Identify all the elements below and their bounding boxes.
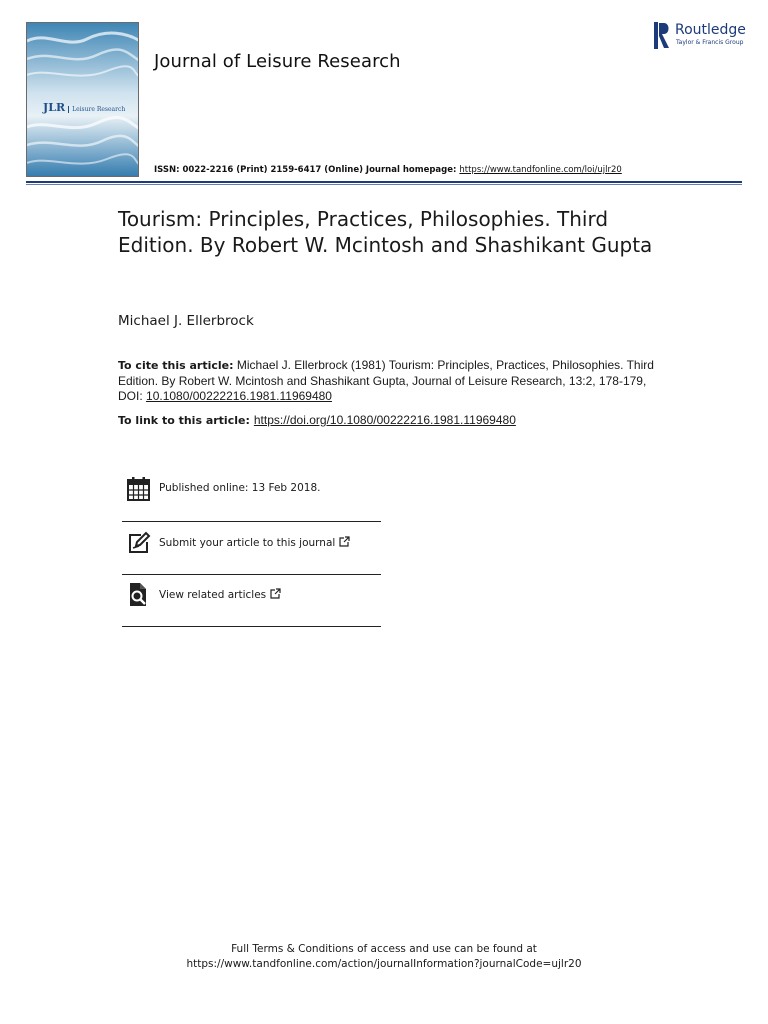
submit-article-label: Submit your article to this journal <box>159 537 336 549</box>
article-link-line <box>118 413 516 427</box>
submit-article-row[interactable] <box>122 530 381 570</box>
terms-footer <box>0 942 768 972</box>
routledge-logo-icon <box>654 22 671 49</box>
external-link-icon <box>339 536 350 547</box>
citation-block <box>118 358 658 405</box>
publisher-logo[interactable] <box>654 22 749 50</box>
external-link-icon <box>270 588 281 599</box>
published-online-row <box>122 476 381 516</box>
search-document-icon <box>126 582 152 608</box>
journal-homepage-link[interactable]: https://www.tandfonline.com/loi/ujlr20 <box>459 165 622 175</box>
cover-title <box>43 96 125 115</box>
divider <box>122 574 381 575</box>
header-rule <box>26 181 742 183</box>
terms-link[interactable]: https://www.tandfonline.com/action/journalInformation?journalCode=ujlr20 <box>186 958 582 970</box>
cite-text: Michael J. Ellerbrock (1981) Tourism: Principles, Practices, Philosophies. Third Edition. By Robert W. Mcintosh and Shashikant Gupta, Journal of Leisure Research, 13:2, 178-179, DOI: <box>118 358 654 403</box>
article-author: Michael J. Ellerbrock <box>118 313 254 329</box>
journal-title[interactable]: Journal of Leisure Research <box>154 51 401 72</box>
related-articles-row[interactable] <box>122 582 381 622</box>
edit-icon <box>126 530 152 556</box>
issn-line <box>154 165 622 175</box>
doi-link[interactable]: 10.1080/00222216.1981.11969480 <box>146 389 332 403</box>
submit-article-link[interactable] <box>159 536 350 549</box>
cite-label: To cite this article: <box>118 359 234 372</box>
divider <box>122 521 381 522</box>
cover-full-title: Leisure Research <box>68 106 125 113</box>
article-doi-url[interactable]: https://doi.org/10.1080/00222216.1981.11969480 <box>253 413 516 427</box>
header-rule-thin <box>26 184 742 185</box>
article-title: Tourism: Principles, Practices, Philosophies. Third Edition. By Robert W. Mcintosh and Shashikant Gupta <box>118 207 653 257</box>
footer-line-1: Full Terms & Conditions of access and use can be found at <box>231 943 537 955</box>
related-articles-link[interactable] <box>159 588 281 601</box>
issn-text: ISSN: 0022-2216 (Print) 2159-6417 (Online) Journal homepage: <box>154 165 460 175</box>
journal-cover-image <box>26 22 139 177</box>
divider <box>122 626 381 627</box>
publisher-group: Taylor & Francis Group <box>676 39 744 46</box>
related-articles-label: View related articles <box>159 589 267 601</box>
cover-abbr: JLR <box>43 101 66 114</box>
published-date: Published online: 13 Feb 2018. <box>159 482 321 494</box>
publisher-name: Routledge <box>675 22 746 38</box>
calendar-icon <box>126 476 152 502</box>
link-label: To link to this article: <box>118 414 250 427</box>
